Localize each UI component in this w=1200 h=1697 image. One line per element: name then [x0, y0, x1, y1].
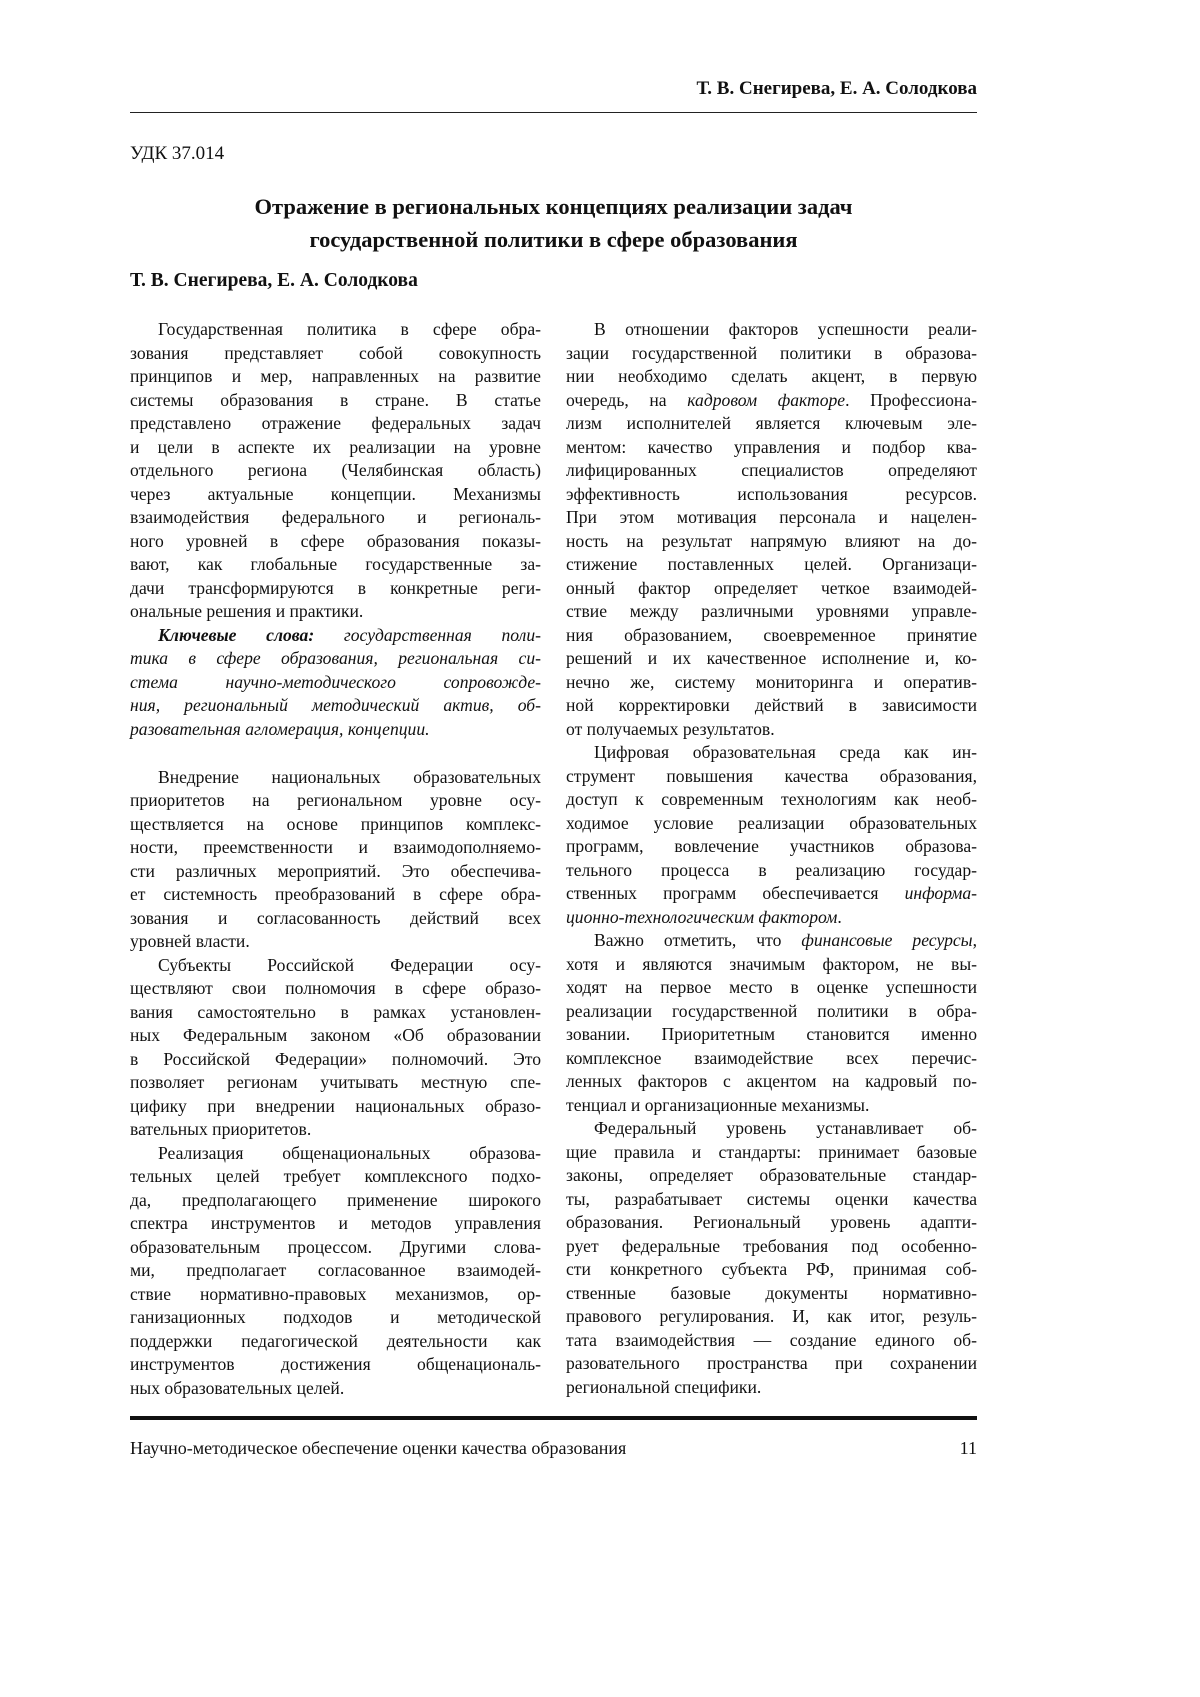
text-segment: комплексное взаимодействие всех перечис- — [566, 1048, 977, 1068]
text-line — [566, 671, 977, 695]
text-line — [130, 483, 541, 507]
text-segment: сти различных мероприятий. Это обеспечива- — [130, 861, 541, 881]
text-line — [130, 836, 541, 860]
text-segment: реализации государственной политики в обра- — [566, 1001, 977, 1021]
text-segment: Внедрение национальных образовательных — [158, 767, 541, 787]
text-segment: отдельного региона (Челябинская область) — [130, 460, 541, 480]
text-segment: вают, как глобальные государственные за- — [130, 554, 541, 574]
text-line — [566, 765, 977, 789]
paragraph — [130, 1142, 541, 1401]
text-segment: спектра инструментов и методов управления — [130, 1213, 541, 1233]
text-line — [566, 906, 977, 930]
text-line — [566, 436, 977, 460]
text-line — [130, 1236, 541, 1260]
page-number: 11 — [960, 1438, 977, 1459]
text-segment: нечно же, систему мониторинга и оператив- — [566, 672, 977, 692]
text-line — [566, 1235, 977, 1259]
text-segment: приоритетов на региональном уровне осу- — [130, 790, 541, 810]
paragraph — [130, 766, 541, 954]
text-segment: Важно отметить, что — [594, 930, 801, 950]
text-segment: позволяет регионам учитывать местную спе- — [130, 1072, 541, 1092]
text-segment: программ, вовлечение участников образова- — [566, 836, 977, 856]
text-line — [130, 624, 541, 648]
text-segment: зации государственной политики в образова- — [566, 343, 977, 363]
text-line — [566, 694, 977, 718]
text-line — [566, 718, 977, 742]
text-line — [130, 1142, 541, 1166]
text-segment: ет системность преобразований в сфере обра- — [130, 884, 541, 904]
text-line — [130, 1118, 541, 1142]
text-segment: ных Федеральным законом «Об образовании — [130, 1025, 541, 1045]
text-segment: разовательного пространства при сохранении — [566, 1353, 977, 1373]
text-segment: . — [837, 907, 841, 927]
text-line — [566, 1117, 977, 1141]
text-line — [566, 1047, 977, 1071]
text-segment: представлено отражение федеральных задач — [130, 413, 541, 433]
text-line — [130, 1071, 541, 1095]
text-line — [566, 1141, 977, 1165]
text-segment: и цели в аспекте их реализации на уровне — [130, 437, 541, 457]
text-segment: вания самостоятельно в рамках установлен- — [130, 1002, 541, 1022]
text-line — [130, 600, 541, 624]
text-segment: ходимое условие реализации образовательных — [566, 813, 977, 833]
text-segment: стижение поставленных целей. Организаци- — [566, 554, 977, 574]
text-line — [566, 835, 977, 859]
text-line — [130, 954, 541, 978]
title-line: государственной политики в сфере образования — [130, 223, 977, 256]
text-line — [566, 859, 977, 883]
text-line — [130, 1212, 541, 1236]
text-segment: вательных приоритетов. — [130, 1119, 311, 1139]
paragraph — [566, 929, 977, 1117]
text-line — [130, 671, 541, 695]
paragraph — [566, 741, 977, 929]
text-line — [566, 412, 977, 436]
text-line — [566, 530, 977, 554]
text-segment: ционно-технологическим фактором — [566, 907, 837, 927]
text-segment: Реализация общенациональных образова- — [158, 1143, 541, 1163]
text-line — [566, 577, 977, 601]
text-segment: онный фактор определяет четкое взаимодей- — [566, 578, 977, 598]
text-segment: ных образовательных целей. — [130, 1378, 344, 1398]
paragraph — [566, 318, 977, 741]
text-line — [566, 1305, 977, 1329]
text-line — [566, 1329, 977, 1353]
text-segment: Цифровая образовательная среда как ин- — [594, 742, 977, 762]
text-segment: ми, предполагает согласованное взаимодей- — [130, 1260, 541, 1280]
text-line — [130, 766, 541, 790]
text-line — [130, 1189, 541, 1213]
text-segment: ганизационных подходов и методической — [130, 1307, 541, 1327]
text-segment: цифику при внедрении национальных образо- — [130, 1096, 541, 1116]
text-line — [566, 1023, 977, 1047]
text-line — [130, 907, 541, 931]
left-column — [130, 318, 541, 1400]
text-segment: очередь, на — [566, 390, 687, 410]
text-line — [130, 342, 541, 366]
text-line — [130, 1024, 541, 1048]
text-line — [566, 741, 977, 765]
text-segment: ствие между различными уровнями управле- — [566, 601, 977, 621]
text-line — [566, 929, 977, 953]
text-segment: лифицированных специалистов определяют — [566, 460, 977, 480]
footer-rule — [130, 1416, 977, 1420]
udk-code: УДК 37.014 — [130, 143, 224, 165]
text-line — [130, 1048, 541, 1072]
text-line — [566, 1070, 977, 1094]
text-line — [566, 553, 977, 577]
text-line — [130, 977, 541, 1001]
text-segment: В отношении факторов успешности реали- — [594, 319, 977, 339]
text-segment: ональные решения и практики. — [130, 601, 363, 621]
text-line — [130, 789, 541, 813]
paragraph-gap — [130, 741, 541, 766]
text-segment: ния образованием, своевременное принятие — [566, 625, 977, 645]
text-segment: ной корректировки действий в зависимости — [566, 695, 977, 715]
text-segment: лизм исполнителей является ключевым эле- — [566, 413, 977, 433]
text-segment: Субъекты Российской Федерации осу- — [158, 955, 541, 975]
text-line — [130, 1095, 541, 1119]
text-line — [130, 718, 541, 742]
text-line — [566, 788, 977, 812]
text-line — [566, 1094, 977, 1118]
text-line — [130, 1353, 541, 1377]
text-segment: сти конкретного субъекта РФ, принимая соб- — [566, 1259, 977, 1279]
text-line — [566, 1211, 977, 1235]
running-head: Т. В. Снегирева, Е. А. Солодкова — [130, 78, 977, 100]
text-line — [130, 318, 541, 342]
text-segment: ществляется на основе принципов комплекс- — [130, 814, 541, 834]
text-line — [566, 389, 977, 413]
text-segment: тика в сфере образования, региональная си- — [130, 648, 541, 668]
text-segment: зования представляет собой совокупность — [130, 343, 541, 363]
text-line — [566, 1000, 977, 1024]
text-line — [566, 600, 977, 624]
text-segment: законы, определяет образовательные стандар- — [566, 1165, 977, 1185]
text-segment: информа- — [905, 883, 977, 903]
text-segment: системы образования в стране. В статье — [130, 390, 541, 410]
text-line — [130, 1377, 541, 1401]
text-segment: Федеральный уровень устанавливает об- — [594, 1118, 977, 1138]
text-line — [130, 553, 541, 577]
text-segment: эффективность использования ресурсов. — [566, 484, 977, 504]
text-line — [130, 577, 541, 601]
text-segment: ходят на первое место в оценке успешности — [566, 977, 977, 997]
paragraph — [130, 318, 541, 624]
text-line — [130, 1259, 541, 1283]
text-line — [566, 506, 977, 530]
paragraph — [130, 954, 541, 1142]
text-line — [130, 389, 541, 413]
text-segment: ствие нормативно-правовых механизмов, ор- — [130, 1284, 541, 1304]
text-segment: ленных факторов с акцентом на кадровый по- — [566, 1071, 977, 1091]
text-segment: зования и согласованность действий всех — [130, 908, 541, 928]
text-segment: ность на результат напрямую влияют на до- — [566, 531, 977, 551]
text-segment: ществляют свои полномочия в сфере образо- — [130, 978, 541, 998]
text-segment: дачи трансформируются в конкретные реги- — [130, 578, 541, 598]
title-line: Отражение в региональных концепциях реализации задач — [130, 190, 977, 223]
text-segment: нии необходимо сделать акцент, в первую — [566, 366, 977, 386]
text-segment: финансовые ресурсы — [801, 930, 972, 950]
text-segment: ты, разрабатывает системы оценки качества — [566, 1189, 977, 1209]
text-line — [130, 1306, 541, 1330]
text-segment: да, предполагающего применение широкого — [130, 1190, 541, 1210]
text-line — [130, 883, 541, 907]
text-line — [566, 882, 977, 906]
text-segment: ния, региональный методический актив, об- — [130, 695, 541, 715]
text-segment: кадровом факторе — [687, 390, 845, 410]
text-segment: ственных программ обеспечивается — [566, 883, 905, 903]
text-segment: тата взаимодействия — создание единого об- — [566, 1330, 977, 1350]
paragraph — [130, 624, 541, 742]
text-segment: через актуальные концепции. Механизмы — [130, 484, 541, 504]
text-segment: ного уровней в сфере образования показы- — [130, 531, 541, 551]
text-line — [566, 459, 977, 483]
text-segment: доступ к современным технологиям как необ- — [566, 789, 977, 809]
text-segment: образования. Региональный уровень адапти- — [566, 1212, 977, 1232]
text-segment: тельных целей требует комплексного подхо- — [130, 1166, 541, 1186]
text-segment: струмент повышения качества образования, — [566, 766, 977, 786]
text-line — [130, 412, 541, 436]
text-segment: образовательным процессом. Другими слова- — [130, 1237, 541, 1257]
header-rule — [130, 112, 977, 113]
text-line — [130, 365, 541, 389]
text-segment: При этом мотивация персонала и нацелен- — [566, 507, 977, 527]
text-segment: стема научно-методического сопровожде- — [130, 672, 541, 692]
text-segment: щие правила и стандарты: принимает базовые — [566, 1142, 977, 1162]
text-segment: ментом: качество управления и подбор ква- — [566, 437, 977, 457]
text-segment: тельного процесса в реализацию государ- — [566, 860, 977, 880]
text-segment: разовательная агломерация, концепции. — [130, 719, 430, 739]
text-line — [566, 1352, 977, 1376]
keywords-label: Ключевые слова: — [158, 625, 314, 645]
text-line — [130, 930, 541, 954]
article-title — [130, 190, 977, 256]
text-segment: принципов и мер, направленных на развитие — [130, 366, 541, 386]
text-line — [566, 812, 977, 836]
text-line — [130, 647, 541, 671]
text-line — [130, 1283, 541, 1307]
text-segment: . Профессиона- — [845, 390, 977, 410]
text-segment: правового регулирования. И, как итог, резуль- — [566, 1306, 977, 1326]
text-line — [566, 1188, 977, 1212]
text-segment: тенциал и организационные механизмы. — [566, 1095, 869, 1115]
text-segment: ственные базовые документы нормативно- — [566, 1283, 977, 1303]
text-segment: уровней власти. — [130, 931, 250, 951]
text-line — [130, 459, 541, 483]
journal-name: Научно-методическое обеспечение оценки качества образования — [130, 1438, 626, 1459]
right-column — [566, 318, 977, 1399]
paragraph — [566, 1117, 977, 1399]
text-line — [130, 1330, 541, 1354]
text-segment: инструментов достижения общенациональ- — [130, 1354, 541, 1374]
text-segment: решений и их качественное исполнение и, ко- — [566, 648, 977, 668]
text-line — [566, 647, 977, 671]
text-segment: поддержки педагогической деятельности как — [130, 1331, 541, 1351]
text-line — [566, 1258, 977, 1282]
text-segment: хотя и являются значимым фактором, не вы- — [566, 954, 977, 974]
text-segment: ности, преемственности и взаимодополняемо- — [130, 837, 541, 857]
text-line — [130, 860, 541, 884]
text-line — [130, 1001, 541, 1025]
text-line — [130, 530, 541, 554]
text-line — [566, 342, 977, 366]
text-segment: взаимодействия федерального и региональ- — [130, 507, 541, 527]
text-segment: региональной специфики. — [566, 1377, 761, 1397]
text-segment: в Российской Федерации» полномочий. Это — [130, 1049, 541, 1069]
text-segment: рует федеральные требования под особенно- — [566, 1236, 977, 1256]
text-line — [130, 1165, 541, 1189]
text-line — [566, 483, 977, 507]
text-line — [566, 365, 977, 389]
text-line — [566, 1164, 977, 1188]
text-line — [566, 1282, 977, 1306]
text-segment: Государственная политика в сфере обра- — [158, 319, 541, 339]
text-line — [130, 694, 541, 718]
text-line — [130, 813, 541, 837]
text-line — [130, 506, 541, 530]
text-segment: зовании. Приоритетным становится именно — [566, 1024, 977, 1044]
text-line — [566, 624, 977, 648]
text-segment: , — [973, 930, 977, 950]
text-segment: от получаемых результатов. — [566, 719, 775, 739]
text-line — [566, 976, 977, 1000]
text-line — [130, 436, 541, 460]
text-line — [566, 1376, 977, 1400]
authors: Т. В. Снегирева, Е. А. Солодкова — [130, 270, 418, 292]
text-line — [566, 953, 977, 977]
text-segment: государственная поли- — [314, 625, 541, 645]
text-line — [566, 318, 977, 342]
